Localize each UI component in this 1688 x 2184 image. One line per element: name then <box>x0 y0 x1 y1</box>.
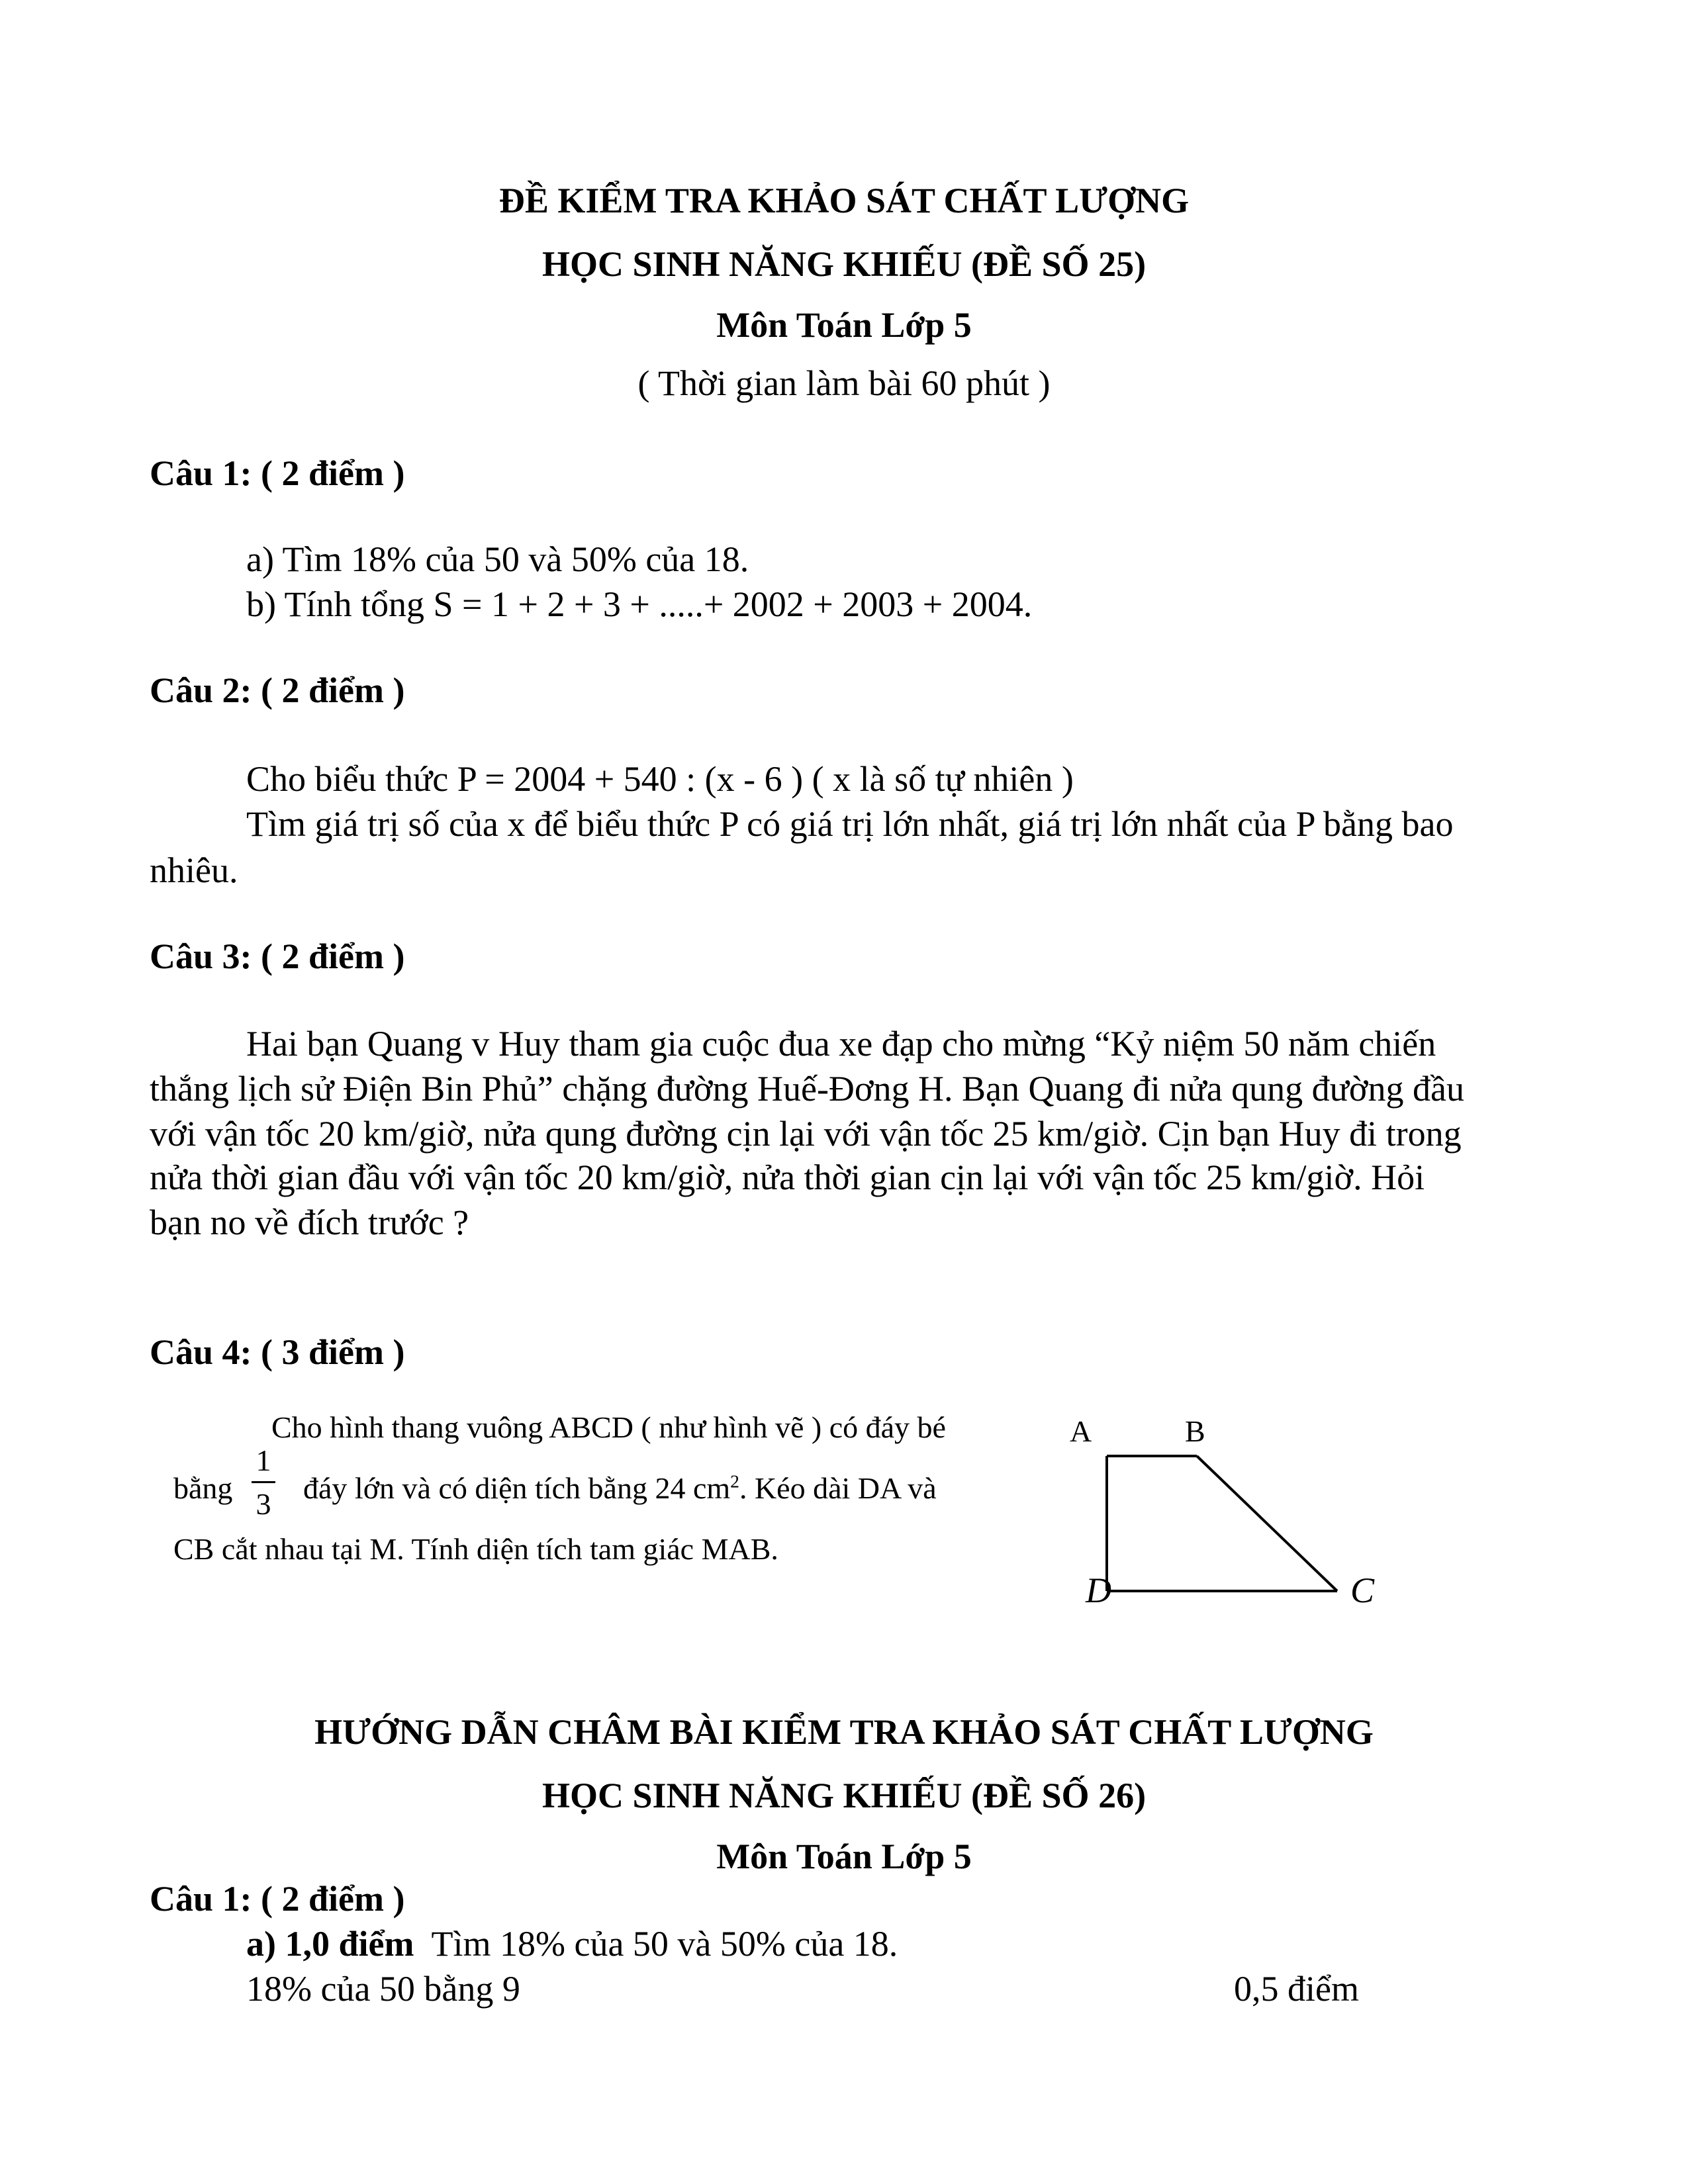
exam-title-line2: HỌC SINH NĂNG KHIẾU (ĐỀ SỐ 25) <box>541 244 1147 284</box>
exam-title-line1: ĐỀ KIỂM TRA KHẢO SÁT CHẤT LƯỢNG <box>498 181 1190 220</box>
q4-line2-post: đáy lớn và có diện tích bằng 24 cm <box>303 1471 731 1505</box>
exam-duration: ( Thời gian làm bài 60 phút ) <box>637 363 1051 403</box>
q4-line3: CB cắt nhau tại M. Tính diện tích tam giác MAB. <box>173 1532 778 1566</box>
vertex-label-c: C <box>1350 1570 1375 1610</box>
exam-subject: Môn Toán Lớp 5 <box>716 305 972 345</box>
guide-step1: 18% của 50 bằng 9 <box>246 1969 520 2009</box>
q2-line2: Tìm giá trị số của x để biểu thức P có giá trị lớn nhất, giá trị lớn nhất của P bằng bao <box>246 804 1454 844</box>
q1-part-a: a) Tìm 18% của 50 và 50% của 18. <box>246 539 749 579</box>
vertex-label-b: B <box>1185 1414 1205 1448</box>
q3-line5: bạn no về đích trước ? <box>150 1203 469 1242</box>
q3-line1: Hai bạn Quang v Huy tham gia cuộc đua xe đạp cho mừng “Kỷ niệm 50 năm chiến <box>246 1024 1436 1064</box>
squared-superscript: 2 <box>730 1471 739 1492</box>
guide-title-line1: HƯỚNG DẪN CHÂM BÀI KIỂM TRA KHẢO SÁT CHẤT LƯỢNG <box>314 1712 1374 1752</box>
guide-title-line2: HỌC SINH NĂNG KHIẾU (ĐỀ SỐ 26) <box>541 1776 1147 1815</box>
q3-line3: với vận tốc 20 km/giờ, nửa qung đường cịn lại với vận tốc 25 km/giờ. Cịn bạn Huy đi trong <box>150 1114 1462 1154</box>
guide-subject: Môn Toán Lớp 5 <box>716 1837 972 1876</box>
guide-step1-score: 0,5 điểm <box>1234 1969 1359 2009</box>
q1-heading: Câu 1: ( 2 điểm ) <box>150 453 405 493</box>
q2-heading: Câu 2: ( 2 điểm ) <box>150 670 405 710</box>
guide-a-text: Tìm 18% của 50 và 50% của 18. <box>431 1924 898 1964</box>
q2-line1: Cho biểu thức P = 2004 + 540 : (x - 6 ) ( x là số tự nhiên ) <box>246 759 1074 799</box>
vertex-label-d: D <box>1086 1570 1111 1610</box>
guide-a-label: a) 1,0 điểm <box>246 1924 414 1964</box>
guide-q1-a-line <box>246 1926 898 1962</box>
fraction-numerator: 1 <box>256 1443 271 1477</box>
q4-line1: Cho hình thang vuông ABCD ( như hình vẽ ) có đáy bé <box>271 1410 946 1444</box>
q3-line4: nửa thời gian đầu với vận tốc 20 km/giờ, nửa thời gian cịn lại với vận tốc 25 km/giờ. Hỏi <box>150 1158 1425 1197</box>
q1-part-b: b) Tính tổng S = 1 + 2 + 3 + .....+ 2002 + 2003 + 2004. <box>246 584 1033 624</box>
q3-heading: Câu 3: ( 2 điểm ) <box>150 936 405 976</box>
edge-bc <box>1197 1456 1337 1591</box>
q4-line2-end: . Kéo dài DA và <box>739 1471 937 1505</box>
q3-line2: thắng lịch sử Điện Bin Phủ” chặng đường Huế-Đơng H. Bạn Quang đi nửa qung đường đầu <box>150 1069 1464 1109</box>
q4-line2-pre: bằng <box>173 1471 233 1505</box>
guide-q1-heading: Câu 1: ( 2 điểm ) <box>150 1879 405 1919</box>
fraction-denominator: 3 <box>256 1487 271 1521</box>
vertex-label-a: A <box>1070 1414 1092 1448</box>
q2-line3: nhiêu. <box>150 850 238 890</box>
q4-heading: Câu 4: ( 3 điểm ) <box>150 1332 405 1372</box>
